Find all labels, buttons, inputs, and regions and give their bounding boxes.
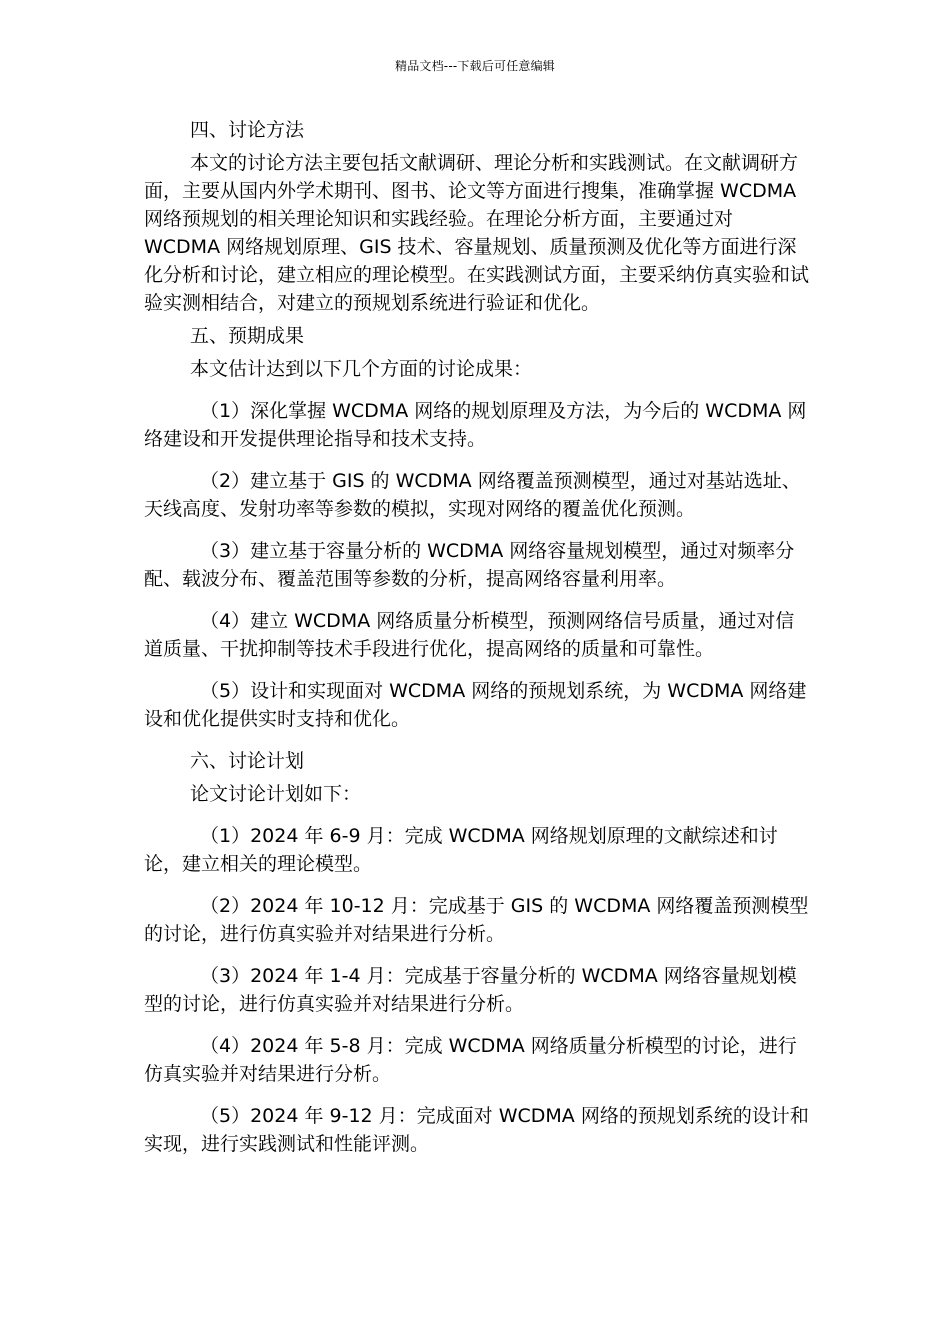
results-item-1: （1）深化掌握 WCDMA 网络的规划原理及方法，为今后的 WCDMA 网络建设和开发提供理论指导和技术支持。	[144, 400, 807, 450]
results-item-3: （3）建立基于容量分析的 WCDMA 网络容量规划模型，通过对频率分配、载波分布、覆盖范围等参数的分析，提高网络容量利用率。	[144, 540, 795, 590]
results-item-5: （5）设计和实现面对 WCDMA 网络的预规划系统，为 WCDMA 网络建设和优化提供实时支持和优化。	[144, 680, 807, 730]
results-intro: 本文估计达到以下几个方面的讨论成果：	[190, 358, 533, 380]
plan-intro: 论文讨论计划如下：	[190, 783, 362, 805]
section-heading-method: 四、讨论方法	[190, 119, 305, 141]
plan-item-4: （4）2024 年 5-8 月：完成 WCDMA 网络质量分析模型的讨论，进行仿真实验并对结果进行分析。	[144, 1035, 797, 1085]
method-paragraph: 本文的讨论方法主要包括文献调研、理论分析和实践测试。在文献调研方面，主要从国内外学术期刊、图书、论文等方面进行搜集，准确掌握 WCDMA 网络预规划的相关理论知识和实践经验。在理论分析方面，主要通过对 WCDMA 网络规划原理、GIS 技术、容量规划、质量预测及优化等方面进行深化分析和讨论，建立相应的理论模型。在实践测试方面，主要采纳仿真实验和试验实测相结合，对建立的预规划系统进行验证和优化。	[144, 152, 810, 314]
plan-item-3: （3）2024 年 1-4 月：完成基于容量分析的 WCDMA 网络容量规划模型的讨论，进行仿真实验并对结果进行分析。	[144, 965, 797, 1015]
section-heading-results: 五、预期成果	[190, 325, 305, 347]
page-header: 精品文档---下载后可任意编辑	[395, 59, 555, 73]
plan-item-2: （2）2024 年 10-12 月：完成基于 GIS 的 WCDMA 网络覆盖预测模型的讨论，进行仿真实验并对结果进行分析。	[144, 895, 809, 945]
results-item-4: （4）建立 WCDMA 网络质量分析模型，预测网络信号质量，通过对信道质量、干扰抑制等技术手段进行优化，提高网络的质量和可靠性。	[144, 610, 795, 660]
section-heading-plan: 六、讨论计划	[190, 750, 305, 772]
plan-item-1: （1）2024 年 6-9 月：完成 WCDMA 网络规划原理的文献综述和讨论，建立相关的理论模型。	[144, 825, 778, 875]
results-item-2: （2）建立基于 GIS 的 WCDMA 网络覆盖预测模型，通过对基站选址、天线高度、发射功率等参数的模拟，实现对网络的覆盖优化预测。	[144, 470, 801, 520]
document-body	[144, 116, 810, 1172]
plan-item-5: （5）2024 年 9-12 月：完成面对 WCDMA 网络的预规划系统的设计和实现，进行实践测试和性能评测。	[144, 1105, 809, 1155]
